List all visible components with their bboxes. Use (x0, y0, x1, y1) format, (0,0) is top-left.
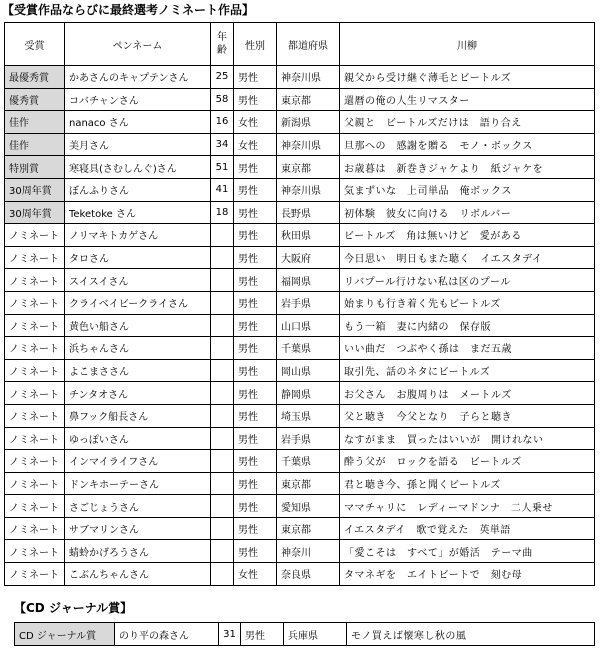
pen-name-cell: 寒寝具(さむしんぐ)さん (65, 156, 211, 179)
table-row (5, 156, 595, 179)
pen-name-cell: ゆっぽいさん (65, 427, 211, 450)
gender-cell: 男性 (234, 337, 277, 360)
award-cell: ノミネート (5, 246, 65, 269)
gender-cell: 男性 (234, 382, 277, 405)
header-senryu: 川柳 (340, 23, 595, 66)
award-cell: ノミネート (5, 314, 65, 337)
pen-name-cell: nanaco さん (65, 111, 211, 134)
cd-gender-cell: 男性 (241, 623, 284, 646)
senryu-cell: 初体験 彼女に向ける リボルバー (340, 201, 595, 224)
pen-name-cell: ドンキホーテーさん (65, 472, 211, 495)
age-cell (211, 337, 234, 360)
age-cell (211, 517, 234, 540)
table-row (5, 495, 595, 518)
prefecture-cell: 秋田県 (277, 224, 340, 247)
senryu-cell: ママチャリに レディーマドンナ 二人乗せ (340, 495, 595, 518)
senryu-cell: お父さん お腹周りは メートルズ (340, 382, 595, 405)
prefecture-cell: 神奈川県 (277, 133, 340, 156)
award-cell: ノミネート (5, 291, 65, 314)
prefecture-cell: 東京都 (277, 88, 340, 111)
award-cell: ノミネート (5, 450, 65, 473)
award-cell: ノミネート (5, 563, 65, 586)
senryu-cell: 「愛こそは すべて」が婚活 テーマ曲 (340, 540, 595, 563)
pen-name-cell: チンタオさん (65, 382, 211, 405)
award-cell: ノミネート (5, 540, 65, 563)
pen-name-cell: タロさん (65, 246, 211, 269)
awards-table-body (5, 66, 595, 586)
award-cell: 特別賞 (5, 156, 65, 179)
table-row (5, 201, 595, 224)
gender-cell: 男性 (234, 404, 277, 427)
table-row (5, 427, 595, 450)
gender-cell: 男性 (234, 178, 277, 201)
senryu-cell: 父と聴き 今父となり 子らと聴き (340, 404, 595, 427)
award-cell: ノミネート (5, 495, 65, 518)
award-cell: 優秀賞 (5, 88, 65, 111)
header-pen-name: ペンネーム (65, 23, 211, 66)
table-row (5, 291, 595, 314)
age-cell (211, 495, 234, 518)
pen-name-cell: ノリマキトカゲさん (65, 224, 211, 247)
senryu-cell: 父親と ビートルズだけは 語り合え (340, 111, 595, 134)
award-cell: ノミネート (5, 359, 65, 382)
gender-cell: 男性 (234, 88, 277, 111)
gender-cell: 男性 (234, 472, 277, 495)
age-cell (211, 246, 234, 269)
cd-senryu-cell: モノ買えば懐寒し秋の風 (347, 623, 595, 646)
senryu-cell: 親父から受け継ぐ薄毛とビートルズ (340, 66, 595, 89)
prefecture-cell: 神奈川県 (277, 178, 340, 201)
prefecture-cell: 神奈川県 (277, 66, 340, 89)
pen-name-cell: クライベイビークライさん (65, 291, 211, 314)
pen-name-cell: こぶんちゃんさん (65, 563, 211, 586)
age-cell (211, 291, 234, 314)
senryu-cell: 酔う父が ロックを語る ビートルズ (340, 450, 595, 473)
senryu-cell: いい曲だ つぶやく孫は まだ五歳 (340, 337, 595, 360)
cd-age-cell: 31 (219, 623, 241, 646)
cd-prefecture-cell: 兵庫県 (284, 623, 347, 646)
table-row (5, 404, 595, 427)
table-row (5, 359, 595, 382)
pen-name-cell: ぼんふりさん (65, 178, 211, 201)
award-cell: ノミネート (5, 382, 65, 405)
gender-cell: 男性 (234, 359, 277, 382)
pen-name-cell: サブマリンさん (65, 517, 211, 540)
age-cell (211, 540, 234, 563)
senryu-cell: 旦那への 感謝を贈る モノ・ボックス (340, 133, 595, 156)
prefecture-cell: 千葉県 (277, 450, 340, 473)
prefecture-cell: 静岡県 (277, 382, 340, 405)
table-row (5, 111, 595, 134)
gender-cell: 男性 (234, 517, 277, 540)
header-age-label: 年齢 (217, 32, 227, 56)
gender-cell: 女性 (234, 111, 277, 134)
header-gender: 性別 (234, 23, 277, 66)
table-row (5, 382, 595, 405)
prefecture-cell: 岡山県 (277, 359, 340, 382)
gender-cell: 男性 (234, 427, 277, 450)
gender-cell: 男性 (234, 156, 277, 179)
senryu-cell: 取引先、話のネタにビートルズ (340, 359, 595, 382)
table-row (5, 88, 595, 111)
age-cell: 25 (211, 66, 234, 89)
prefecture-cell: 岩手県 (277, 291, 340, 314)
gender-cell: 女性 (234, 563, 277, 586)
age-cell (211, 427, 234, 450)
gender-cell: 男性 (234, 314, 277, 337)
awards-table (4, 22, 595, 586)
senryu-cell: ビートルズ 角は無いけど 愛がある (340, 224, 595, 247)
header-age (211, 23, 234, 66)
award-cell: ノミネート (5, 427, 65, 450)
table-row (5, 66, 595, 89)
senryu-cell: イエスタデイ 歌で覚えた 英単語 (340, 517, 595, 540)
gender-cell: 男性 (234, 291, 277, 314)
gender-cell: 男性 (234, 66, 277, 89)
gender-cell: 男性 (234, 224, 277, 247)
pen-name-cell: さごじょうさん (65, 495, 211, 518)
prefecture-cell: 埼玉県 (277, 404, 340, 427)
award-cell: 最優秀賞 (5, 66, 65, 89)
senryu-cell: お歳暮は 新巻きジャケより 紙ジャケを (340, 156, 595, 179)
cd-section-title: 【CD ジャーナル賞】 (14, 601, 133, 615)
pen-name-cell: 浜ちゃんさん (65, 337, 211, 360)
gender-cell: 男性 (234, 540, 277, 563)
cd-award-row (15, 623, 595, 646)
pen-name-cell: 鼻フック船長さん (65, 404, 211, 427)
age-cell: 16 (211, 111, 234, 134)
prefecture-cell: 東京都 (277, 472, 340, 495)
age-cell (211, 404, 234, 427)
award-cell: 佳作 (5, 111, 65, 134)
prefecture-cell: 奈良県 (277, 563, 340, 586)
pen-name-cell: 蜻蛉かげろうさん (65, 540, 211, 563)
table-row (5, 563, 595, 586)
table-row (5, 224, 595, 247)
prefecture-cell: 山口県 (277, 314, 340, 337)
age-cell (211, 382, 234, 405)
award-cell: 30周年賞 (5, 201, 65, 224)
award-cell: ノミネート (5, 472, 65, 495)
prefecture-cell: 神奈川 (277, 540, 340, 563)
award-cell: ノミネート (5, 269, 65, 292)
prefecture-cell: 長野県 (277, 201, 340, 224)
award-cell: 佳作 (5, 133, 65, 156)
age-cell (211, 472, 234, 495)
table-row (5, 517, 595, 540)
prefecture-cell: 岩手県 (277, 427, 340, 450)
age-cell: 51 (211, 156, 234, 179)
senryu-cell: 君と聴き今、孫と聞くビートルズ (340, 472, 595, 495)
award-cell: ノミネート (5, 224, 65, 247)
pen-name-cell: Teketoke さん (65, 201, 211, 224)
pen-name-cell: かあさんのキャプテンさん (65, 66, 211, 89)
age-cell: 58 (211, 88, 234, 111)
award-cell: 30周年賞 (5, 178, 65, 201)
age-cell: 34 (211, 133, 234, 156)
prefecture-cell: 千葉県 (277, 337, 340, 360)
table-row (5, 246, 595, 269)
table-row (5, 450, 595, 473)
senryu-cell: 始まりも行き着く先もビートルズ (340, 291, 595, 314)
pen-name-cell: 美月さん (65, 133, 211, 156)
senryu-cell: 今日思い 明日もまた聴く イエスタデイ (340, 246, 595, 269)
age-cell (211, 359, 234, 382)
age-cell: 41 (211, 178, 234, 201)
senryu-cell: 還暦の俺の人生リマスター (340, 88, 595, 111)
table-row (5, 540, 595, 563)
cd-pen-name-cell: のり平の森さん (115, 623, 219, 646)
table-row (5, 472, 595, 495)
header-award: 受賞 (5, 23, 65, 66)
prefecture-cell: 東京都 (277, 517, 340, 540)
table-row (5, 337, 595, 360)
gender-cell: 男性 (234, 201, 277, 224)
age-cell (211, 314, 234, 337)
gender-cell: 男性 (234, 450, 277, 473)
gender-cell: 女性 (234, 133, 277, 156)
pen-name-cell: コバチャンさん (65, 88, 211, 111)
age-cell (211, 224, 234, 247)
pen-name-cell: スイスイさん (65, 269, 211, 292)
age-cell (211, 450, 234, 473)
cd-award-cell: CD ジャーナル賞 (15, 623, 115, 646)
senryu-cell: 気まずいな 上司単品 俺ボックス (340, 178, 595, 201)
gender-cell: 男性 (234, 269, 277, 292)
senryu-cell: もう一箱 妻に内緒の 保存版 (340, 314, 595, 337)
pen-name-cell: よこまささん (65, 359, 211, 382)
pen-name-cell: インマイライフさん (65, 450, 211, 473)
prefecture-cell: 愛知県 (277, 495, 340, 518)
award-cell: ノミネート (5, 337, 65, 360)
prefecture-cell: 東京都 (277, 156, 340, 179)
main-section-title: 【受賞作品ならびに最終選考ノミネート作品】 (2, 3, 255, 17)
senryu-cell: タマネギを エイトビートで 刻む母 (340, 563, 595, 586)
prefecture-cell: 新潟県 (277, 111, 340, 134)
senryu-cell: リバプール行けない私は区のプール (340, 269, 595, 292)
table-row (5, 314, 595, 337)
gender-cell: 男性 (234, 495, 277, 518)
table-row (5, 269, 595, 292)
gender-cell: 男性 (234, 246, 277, 269)
award-cell: ノミネート (5, 517, 65, 540)
age-cell (211, 269, 234, 292)
award-cell: ノミネート (5, 404, 65, 427)
prefecture-cell: 大阪府 (277, 246, 340, 269)
senryu-cell: なすがまま 買ったはいいが 開けれない (340, 427, 595, 450)
table-row (5, 133, 595, 156)
header-row (5, 23, 595, 66)
cd-award-table (14, 622, 595, 646)
pen-name-cell: 黄色い船さん (65, 314, 211, 337)
prefecture-cell: 福岡県 (277, 269, 340, 292)
header-prefecture: 都道府県 (277, 23, 340, 66)
table-row (5, 178, 595, 201)
age-cell: 18 (211, 201, 234, 224)
age-cell (211, 563, 234, 586)
